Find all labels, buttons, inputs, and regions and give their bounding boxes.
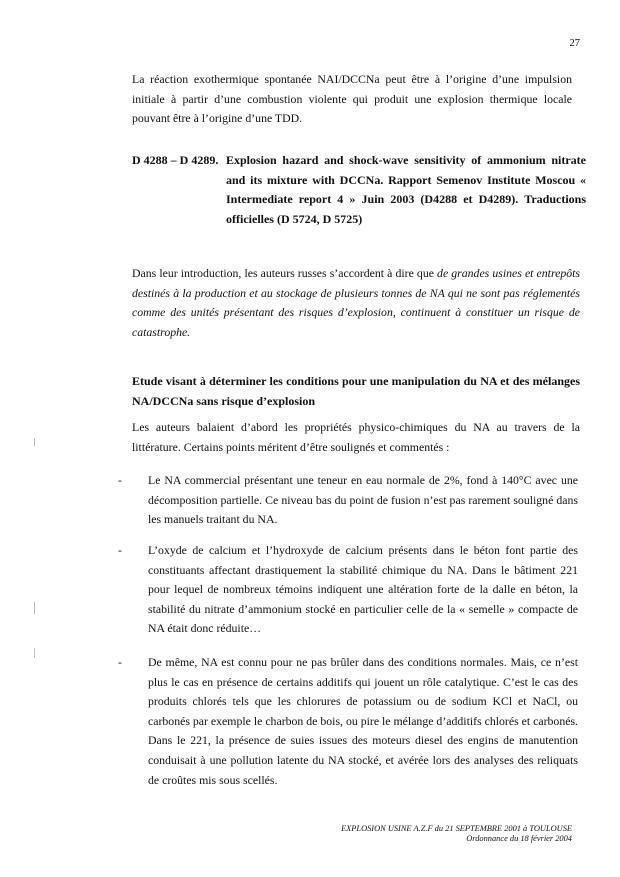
scan-artifact-mark	[34, 602, 35, 614]
bullet-item	[118, 653, 578, 790]
introduction-plain-text: Dans leur introduction, les auteurs russes s’accordent à dire que	[132, 266, 438, 280]
reference-title: Explosion hazard and shock-wave sensitivity of ammonium nitrate and its mixture with DCCNa. Rapport Semenov Institute Moscou « Intermediate report 4 » Juin 2003 (D4288 et D4289). Traductions officielles (D 5724, D 5725)	[226, 153, 586, 226]
footer-line-2: Ordonnance du 18 février 2004	[466, 834, 572, 843]
page-footer	[341, 824, 572, 844]
introduction-italic-quote: de grandes usines et entrepôts destinés à la production et au stockage de plusieurs tonnes de NA qui ne sont pas réglementés comme des unités présentant des risques d’explosion, continuent à constituer un risque de catastrophe.	[132, 266, 581, 339]
bullet-text: De même, NA est connu pour ne pas brûler dans des conditions normales. Mais, ce n’est plus le cas en présence de certains additifs qui jouent un rôle catalytique. C’est le cas des produits chlorés tels que les chlorures de potassium ou de sodium KCl et NaCl, ou carbonés par exemple le charbon de bois, ou pire le mélange d’additifs chlorés et carbonés. Dans le 221, la présence de suies issues des moteurs diesel des engins de manutention conduisait à une pollution latente du NA stocké, et avérée lors des analyses des reliquats de croûtes mis sous scellés.	[148, 655, 578, 787]
page-number: 27	[569, 38, 580, 49]
reference-code: D 4288 – D 4289.	[132, 153, 219, 167]
bullet-item	[118, 541, 578, 639]
section-intro-paragraph: Les auteurs balaient d’abord les propriétés physico-chimiques du NA au travers de la littérature. Certains points méritent d’être soulignés et commentés :	[132, 420, 580, 454]
scan-artifact-mark	[34, 438, 35, 446]
scan-artifact-mark	[34, 648, 35, 658]
introduction-paragraph	[132, 264, 580, 342]
footer-line-1: EXPLOSION USINE A.Z.F du 21 SEPTEMBRE 2001 à TOULOUSE	[341, 824, 572, 833]
bullet-text: Le NA commercial présentant une teneur en eau normale de 2%, fond à 140°C avec une décomposition partielle. Ce niveau bas du point de fusion n’est pas rarement souligné dans les manuels traitant du NA.	[148, 473, 578, 527]
intro-paragraph: La réaction exothermique spontanée NAI/DCCNa peut être à l’origine d’une impulsion initiale à partir d’une combustion violente qui produit une explosion thermique locale pouvant être à l’origine d’une TDD.	[132, 72, 572, 126]
bullet-dash: -	[118, 543, 122, 557]
bullet-dash: -	[118, 473, 122, 487]
section-heading: Etude visant à déterminer les conditions pour une manipulation du NA et des mélanges NA/DCCNa sans risque d’explosion	[132, 374, 580, 408]
bullet-item	[118, 471, 578, 530]
bullet-dash: -	[118, 655, 122, 669]
bullet-text: L’oxyde de calcium et l’hydroxyde de calcium présents dans le béton font partie des constituants affectant drastiquement la stabilité chimique du NA. Dans le bâtiment 221 pour lequel de nombreux témoins indiquent une altération forte de la dalle en béton, la stabilité du nitrate d’ammonium stocké en particulier celle de la « semelle » compacte de NA était donc réduite…	[148, 543, 578, 636]
